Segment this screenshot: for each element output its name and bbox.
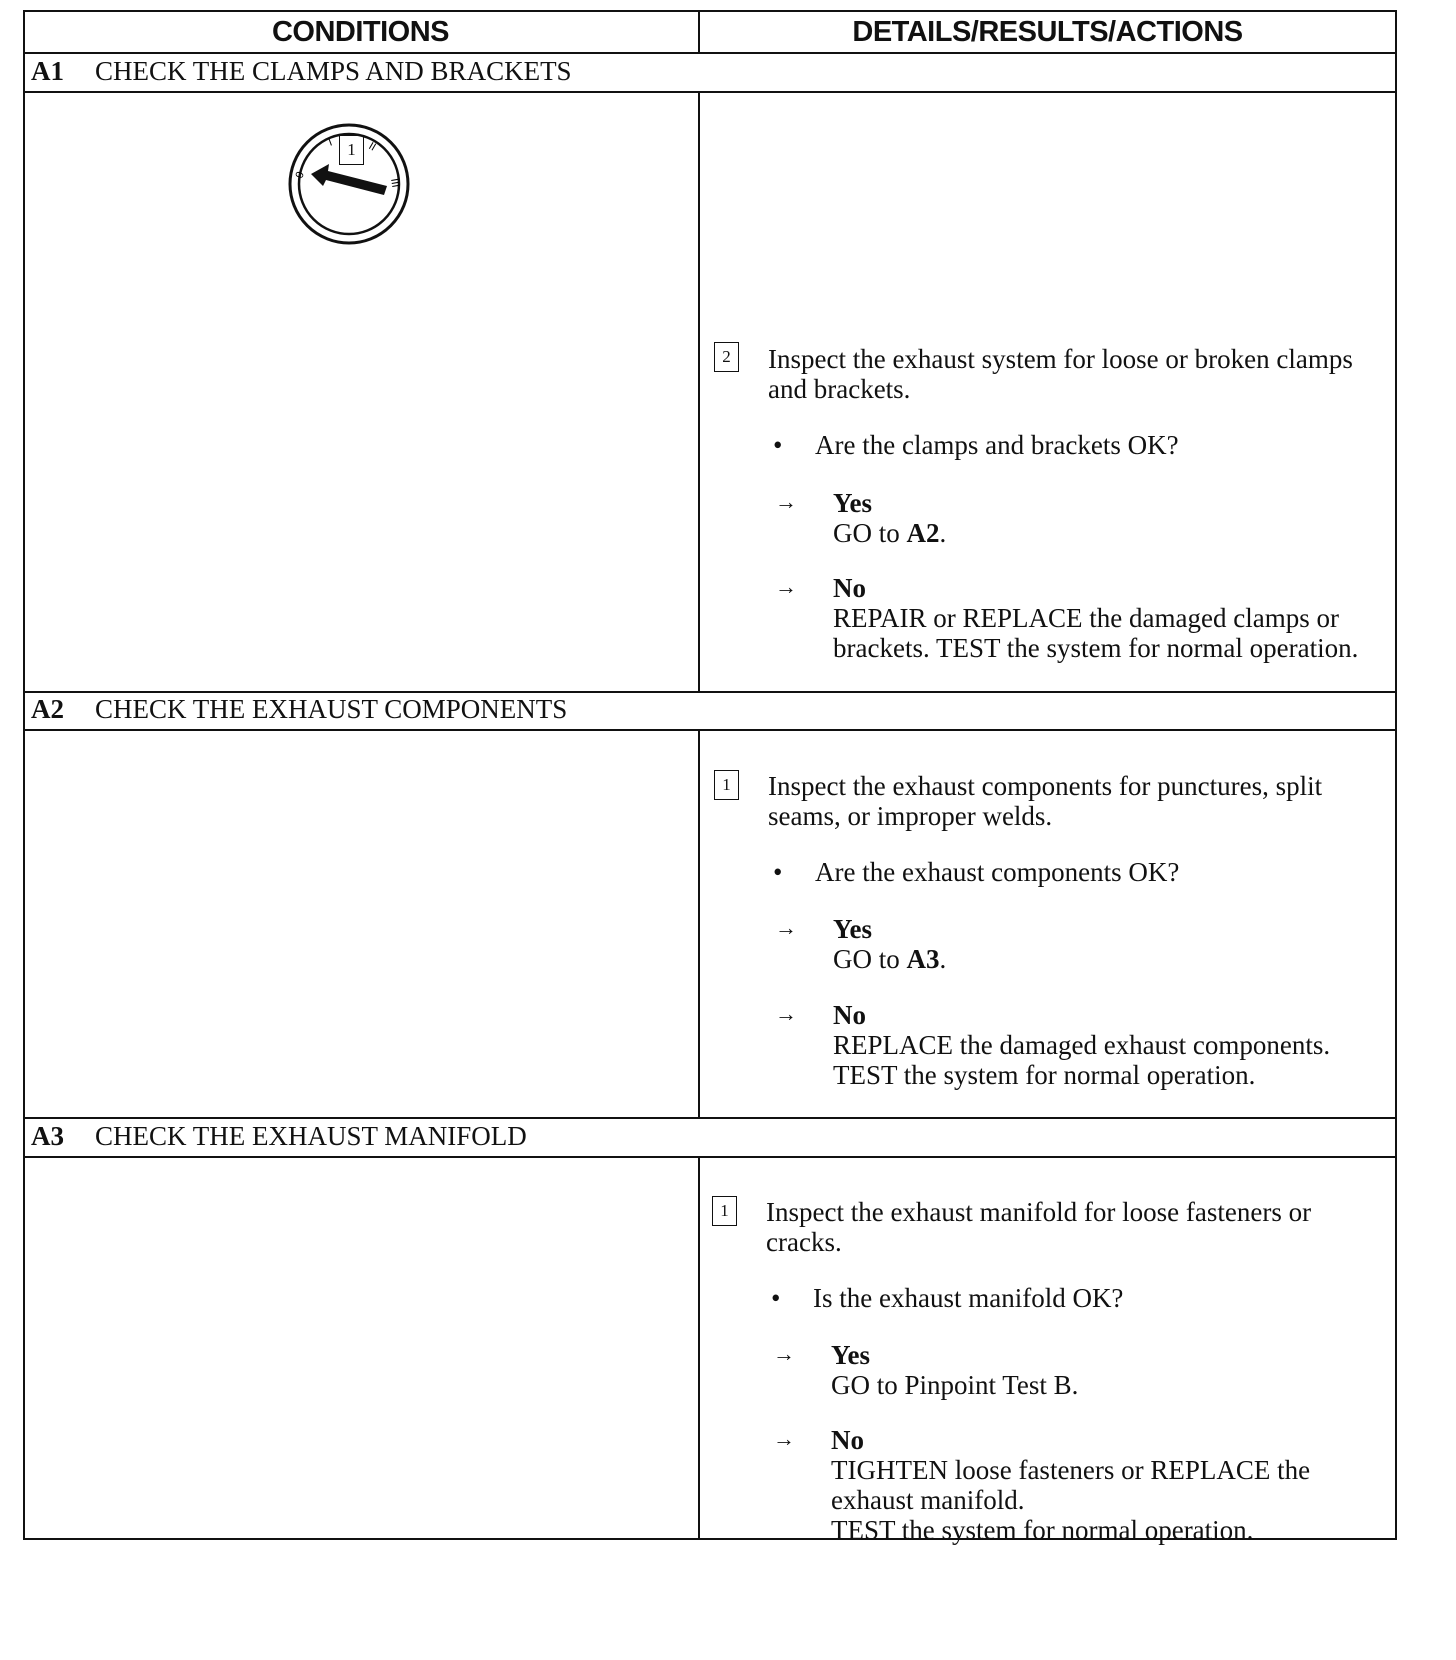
a3-no-answer (773, 1425, 1391, 1545)
a1-step-number-box: 2 (714, 342, 739, 372)
a2-no-text: REPLACE the damaged exhaust components. TEST the system for normal operation. (833, 1030, 1331, 1090)
bullet-icon: • (773, 430, 783, 460)
a3-question (771, 1283, 1393, 1313)
step-a2-title-text: CHECK THE EXHAUST COMPONENTS (95, 694, 568, 724)
dial-mark-ii: II (366, 140, 378, 154)
a3-no-text-2: TEST the system for normal operation. (831, 1515, 1254, 1545)
a3-no-text: TIGHTEN loose fasteners or REPLACE the exhaust manifold. (831, 1455, 1311, 1515)
a2-yes-text: GO to A3. (833, 944, 947, 974)
a2-instruction: Inspect the exhaust components for punctures, split seams, or improper welds. (768, 771, 1323, 831)
details-header: DETAILS/RESULTS/ACTIONS (852, 16, 1243, 48)
ignition-switch-off-icon (287, 122, 411, 246)
arrow-right-icon: → (775, 574, 797, 599)
step-a3-title (31, 1121, 527, 1152)
a3-instruction: Inspect the exhaust manifold for loose fasteners or cracks. (766, 1197, 1312, 1257)
a1-figure-label: 1 (339, 135, 364, 165)
step-a3-id: A3 (31, 1121, 64, 1151)
a2-yes-answer (775, 914, 1393, 974)
a2-step-number-box: 1 (714, 770, 739, 800)
a1-yes-answer (775, 488, 1393, 548)
a2-yes-ref: A3 (906, 944, 940, 974)
step-a2-id: A2 (31, 694, 64, 724)
table-border-top (23, 10, 1397, 12)
arrow-right-icon: → (775, 1001, 797, 1026)
a3-question-text: Is the exhaust manifold OK? (813, 1283, 1124, 1313)
a3-column-divider (698, 1156, 700, 1540)
arrow-right-icon: → (775, 489, 797, 514)
a2-question (773, 857, 1395, 887)
a3-title-divider (23, 1156, 1397, 1158)
step-a1-title-text: CHECK THE CLAMPS AND BRACKETS (95, 56, 572, 86)
a1-column-divider (698, 91, 700, 693)
a3-yes-text: GO to Pinpoint Test B. (831, 1370, 1079, 1400)
dial-mark-off: 0 (293, 170, 307, 181)
table-border-left (23, 10, 25, 1540)
a1-yes-text: GO to A2. (833, 518, 947, 548)
a3-step-number-box: 1 (712, 1196, 737, 1226)
arrow-right-icon: → (773, 1426, 795, 1451)
dial-pointer-arrow (311, 164, 387, 195)
diagnostic-table (23, 10, 1397, 1640)
a1-no-text: REPAIR or REPLACE the damaged clamps or brackets. TEST the system for normal operation. (833, 603, 1359, 663)
a1-no-label: No (833, 573, 866, 603)
arrow-right-icon: → (773, 1341, 795, 1366)
a3-no-label: No (831, 1425, 864, 1455)
arrow-right-icon: → (775, 915, 797, 940)
a2-yes-label: Yes (833, 914, 872, 944)
bullet-icon: • (771, 1283, 781, 1313)
a2-no-answer (775, 1000, 1393, 1090)
a2-question-text: Are the exhaust components OK? (815, 857, 1180, 887)
a1-yes-label: Yes (833, 488, 872, 518)
header-divider (23, 52, 1397, 54)
a2-top-divider (23, 691, 1397, 693)
step-a1-id: A1 (31, 56, 64, 86)
conditions-header: CONDITIONS (271, 16, 450, 48)
bullet-icon: • (773, 857, 783, 887)
a1-title-divider (23, 91, 1397, 93)
a2-no-label: No (833, 1000, 866, 1030)
a1-question (773, 430, 1395, 460)
step-a1-title (31, 56, 572, 87)
table-border-right (1395, 10, 1397, 1540)
a3-yes-answer (773, 1340, 1391, 1400)
step-a3-title-text: CHECK THE EXHAUST MANIFOLD (95, 1121, 527, 1151)
a1-yes-ref: A2 (906, 518, 940, 548)
dial-mark-iii: III (388, 177, 402, 189)
a1-question-text: Are the clamps and brackets OK? (815, 430, 1179, 460)
a1-instruction: Inspect the exhaust system for loose or broken clamps and brackets. (768, 344, 1353, 404)
dial-mark-i: I (326, 136, 334, 149)
a3-top-divider (23, 1117, 1397, 1119)
a1-no-answer (775, 573, 1393, 663)
a2-column-divider (698, 729, 700, 1119)
a2-title-divider (23, 729, 1397, 731)
a3-yes-label: Yes (831, 1340, 870, 1370)
step-a2-title (31, 694, 567, 725)
